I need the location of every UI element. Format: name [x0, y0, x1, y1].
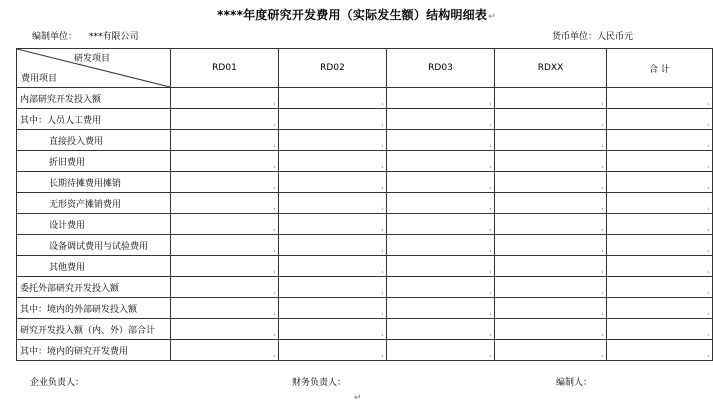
table-cell[interactable]: [387, 256, 495, 277]
compiler-label: 编制单位：: [32, 32, 78, 42]
paragraph-mark-icon: ↵: [488, 12, 496, 22]
cell-end-mark-icon: ⸤: [489, 140, 492, 148]
cell-end-mark-icon: ⸤: [273, 329, 276, 337]
table-row: [17, 193, 713, 214]
table-cell[interactable]: [495, 109, 607, 130]
cell-end-mark-icon: ⸤: [489, 161, 492, 169]
table-cell[interactable]: [279, 277, 387, 298]
corner-bottom-label: 费用项目: [21, 74, 58, 84]
table-cell[interactable]: [387, 298, 495, 319]
table-row: [17, 256, 713, 277]
table-row: [17, 130, 713, 151]
table-cell[interactable]: [607, 151, 713, 172]
table-cell[interactable]: [495, 130, 607, 151]
table-cell[interactable]: [171, 172, 279, 193]
row-label: 其他费用: [17, 256, 171, 277]
table-cell[interactable]: [279, 235, 387, 256]
cell-end-mark-icon: ⸤: [273, 308, 276, 316]
table-cell[interactable]: [171, 298, 279, 319]
table-cell[interactable]: [279, 340, 387, 361]
cell-end-mark-icon: ⸤: [489, 182, 492, 190]
table-cell[interactable]: [495, 319, 607, 340]
cell-end-mark-icon: ⸤: [489, 287, 492, 295]
cell-end-mark-icon: ⸤: [601, 224, 604, 232]
cell-end-mark-icon: ⸤: [489, 266, 492, 274]
cell-end-mark-icon: ⸤: [381, 119, 384, 127]
table-row: [17, 172, 713, 193]
table-cell[interactable]: [387, 340, 495, 361]
table-row: [17, 340, 713, 361]
cell-end-mark-icon: ⸤: [381, 182, 384, 190]
table-cell[interactable]: [387, 193, 495, 214]
row-label: 委托外部研究开发投入额: [17, 277, 171, 298]
cell-end-mark-icon: ⸤: [273, 287, 276, 295]
cell-end-mark-icon: ⸤: [273, 182, 276, 190]
cell-end-mark-icon: ⸤: [273, 245, 276, 253]
row-label: 设备调试费用与试验费用: [17, 235, 171, 256]
cell-end-mark-icon: ⸤: [381, 140, 384, 148]
table-cell[interactable]: [495, 151, 607, 172]
table-cell[interactable]: [387, 172, 495, 193]
cell-end-mark-icon: ⸤: [381, 203, 384, 211]
table-cell[interactable]: [387, 88, 495, 109]
row-label: 其中：人员人工费用: [17, 109, 171, 130]
table-cell[interactable]: [387, 277, 495, 298]
cell-end-mark-icon: ⸤: [601, 98, 604, 106]
cell-end-mark-icon: ⸤: [601, 245, 604, 253]
table-cell[interactable]: [607, 340, 713, 361]
cell-end-mark-icon: ⸤: [489, 119, 492, 127]
cell-end-mark-icon: ⸤: [601, 329, 604, 337]
cell-end-mark-icon: ⸤: [707, 119, 710, 127]
row-label: 无形资产摊销费用: [17, 193, 171, 214]
table-cell[interactable]: [387, 109, 495, 130]
cell-end-mark-icon: ⸤: [273, 350, 276, 358]
table-cell[interactable]: [171, 109, 279, 130]
column-header-total: 合 计: [607, 49, 713, 88]
row-label: 设计费用: [17, 214, 171, 235]
cell-end-mark-icon: ⸤: [707, 350, 710, 358]
paragraph-mark-icon: ↵: [354, 393, 362, 403]
table-cell[interactable]: [171, 256, 279, 277]
corner-top-label: 研发项目: [73, 54, 110, 64]
cell-end-mark-icon: ⸤: [273, 266, 276, 274]
table-row: [17, 298, 713, 319]
table-cell[interactable]: [495, 172, 607, 193]
cell-end-mark-icon: ⸤: [601, 287, 604, 295]
table-cell[interactable]: [495, 235, 607, 256]
cell-end-mark-icon: ⸤: [707, 287, 710, 295]
row-label: 其中：境内的研究开发费用: [17, 340, 171, 361]
table-cell[interactable]: [387, 319, 495, 340]
table-cell[interactable]: [607, 88, 713, 109]
cell-end-mark-icon: ⸤: [381, 224, 384, 232]
table-cell[interactable]: [387, 214, 495, 235]
column-header-rd01: RD01: [171, 49, 279, 88]
cell-end-mark-icon: ⸤: [273, 98, 276, 106]
table-cell[interactable]: [495, 340, 607, 361]
cell-end-mark-icon: ⸤: [381, 350, 384, 358]
cell-end-mark-icon: ⸤: [707, 203, 710, 211]
table-cell[interactable]: [279, 109, 387, 130]
table-row: [17, 109, 713, 130]
row-label: 长期待摊费用摊销: [17, 172, 171, 193]
cell-end-mark-icon: ⸤: [601, 182, 604, 190]
column-header-rd02: RD02: [279, 49, 387, 88]
cell-end-mark-icon: ⸤: [489, 329, 492, 337]
table-cell[interactable]: [607, 214, 713, 235]
preparer-label: 编制人：: [556, 378, 593, 388]
table-cell[interactable]: [495, 298, 607, 319]
table-cell[interactable]: [387, 130, 495, 151]
table-cell[interactable]: [171, 214, 279, 235]
table-cell[interactable]: [495, 88, 607, 109]
table-cell[interactable]: [607, 298, 713, 319]
compiler-value: ***有限公司: [89, 32, 139, 42]
table-cell[interactable]: [171, 277, 279, 298]
table-cell[interactable]: [607, 256, 713, 277]
table-row: [17, 319, 713, 340]
row-label: 研究开发投入额（内、外）部合计: [17, 319, 171, 340]
row-label: 直接投入费用: [17, 130, 171, 151]
table-cell[interactable]: [387, 235, 495, 256]
table-cell[interactable]: [279, 319, 387, 340]
table-cell[interactable]: [607, 235, 713, 256]
table-cell[interactable]: [607, 172, 713, 193]
table-row: [17, 235, 713, 256]
table-header-row: [17, 49, 713, 88]
table-cell[interactable]: [171, 130, 279, 151]
cell-end-mark-icon: ⸤: [707, 266, 710, 274]
cell-end-mark-icon: ⸤: [601, 161, 604, 169]
table-cell[interactable]: [607, 109, 713, 130]
table-cell[interactable]: [171, 235, 279, 256]
corner-header-cell: [17, 49, 171, 88]
cell-end-mark-icon: ⸤: [273, 203, 276, 211]
table-cell[interactable]: [607, 277, 713, 298]
legal-representative-label: 企业负责人：: [30, 378, 85, 388]
cell-end-mark-icon: ⸤: [489, 224, 492, 232]
cell-end-mark-icon: ⸤: [489, 98, 492, 106]
table-cell[interactable]: [607, 130, 713, 151]
cell-end-mark-icon: ⸤: [489, 245, 492, 253]
cell-end-mark-icon: ⸤: [489, 350, 492, 358]
cell-end-mark-icon: ⸤: [489, 203, 492, 211]
cell-end-mark-icon: ⸤: [707, 308, 710, 316]
cell-end-mark-icon: ⸤: [381, 245, 384, 253]
table-cell[interactable]: [279, 298, 387, 319]
table-cell[interactable]: [171, 151, 279, 172]
document-title: [0, 6, 713, 23]
table-row: [17, 151, 713, 172]
table-cell[interactable]: [495, 214, 607, 235]
cell-end-mark-icon: ⸤: [273, 224, 276, 232]
cell-end-mark-icon: ⸤: [707, 161, 710, 169]
column-header-rdxx: RDXX: [495, 49, 607, 88]
cell-end-mark-icon: ⸤: [273, 119, 276, 127]
table-cell[interactable]: [171, 319, 279, 340]
cell-end-mark-icon: ⸤: [601, 308, 604, 316]
cell-end-mark-icon: ⸤: [489, 308, 492, 316]
finance-representative-label: 财务负责人：: [292, 378, 347, 388]
table-row: [17, 88, 713, 109]
cell-end-mark-icon: ⸤: [707, 182, 710, 190]
table-cell[interactable]: [279, 256, 387, 277]
rd-expense-table: [16, 48, 713, 361]
cell-end-mark-icon: ⸤: [381, 287, 384, 295]
cell-end-mark-icon: ⸤: [381, 98, 384, 106]
table-cell[interactable]: [279, 130, 387, 151]
row-label: 其中：境内的外部研发投入额: [17, 298, 171, 319]
cell-end-mark-icon: ⸤: [601, 140, 604, 148]
table-cell[interactable]: [279, 193, 387, 214]
table-cell[interactable]: [495, 256, 607, 277]
table-cell[interactable]: [607, 193, 713, 214]
cell-end-mark-icon: ⸤: [601, 203, 604, 211]
currency-info: 货币单位：人民币元: [552, 32, 634, 42]
cell-end-mark-icon: ⸤: [381, 308, 384, 316]
cell-end-mark-icon: ⸤: [381, 161, 384, 169]
cell-end-mark-icon: ⸤: [601, 350, 604, 358]
row-label: 内部研究开发投入额: [17, 88, 171, 109]
cell-end-mark-icon: ⸤: [707, 224, 710, 232]
table-cell[interactable]: [607, 319, 713, 340]
table-row: [17, 214, 713, 235]
cell-end-mark-icon: ⸤: [601, 266, 604, 274]
table-cell[interactable]: [279, 172, 387, 193]
table-cell[interactable]: [387, 151, 495, 172]
table-cell[interactable]: [279, 151, 387, 172]
cell-end-mark-icon: ⸤: [381, 266, 384, 274]
cell-end-mark-icon: ⸤: [707, 98, 710, 106]
table-cell[interactable]: [171, 340, 279, 361]
table-cell[interactable]: [171, 193, 279, 214]
cell-end-mark-icon: ⸤: [707, 329, 710, 337]
cell-end-mark-icon: ⸤: [707, 245, 710, 253]
table-cell[interactable]: [171, 88, 279, 109]
cell-end-mark-icon: ⸤: [273, 161, 276, 169]
cell-end-mark-icon: ⸤: [601, 119, 604, 127]
table-cell[interactable]: [279, 88, 387, 109]
cell-end-mark-icon: ⸤: [273, 140, 276, 148]
table-row: [17, 277, 713, 298]
table-cell[interactable]: [279, 214, 387, 235]
cell-end-mark-icon: ⸤: [707, 140, 710, 148]
title-text: ****年度研究开发费用（实际发生额）结构明细表: [217, 8, 488, 22]
column-header-rd03: RD03: [387, 49, 495, 88]
cell-end-mark-icon: ⸤: [381, 329, 384, 337]
compiler-info: [32, 29, 139, 42]
table-cell[interactable]: [495, 277, 607, 298]
row-label: 折旧费用: [17, 151, 171, 172]
table-cell[interactable]: [495, 193, 607, 214]
